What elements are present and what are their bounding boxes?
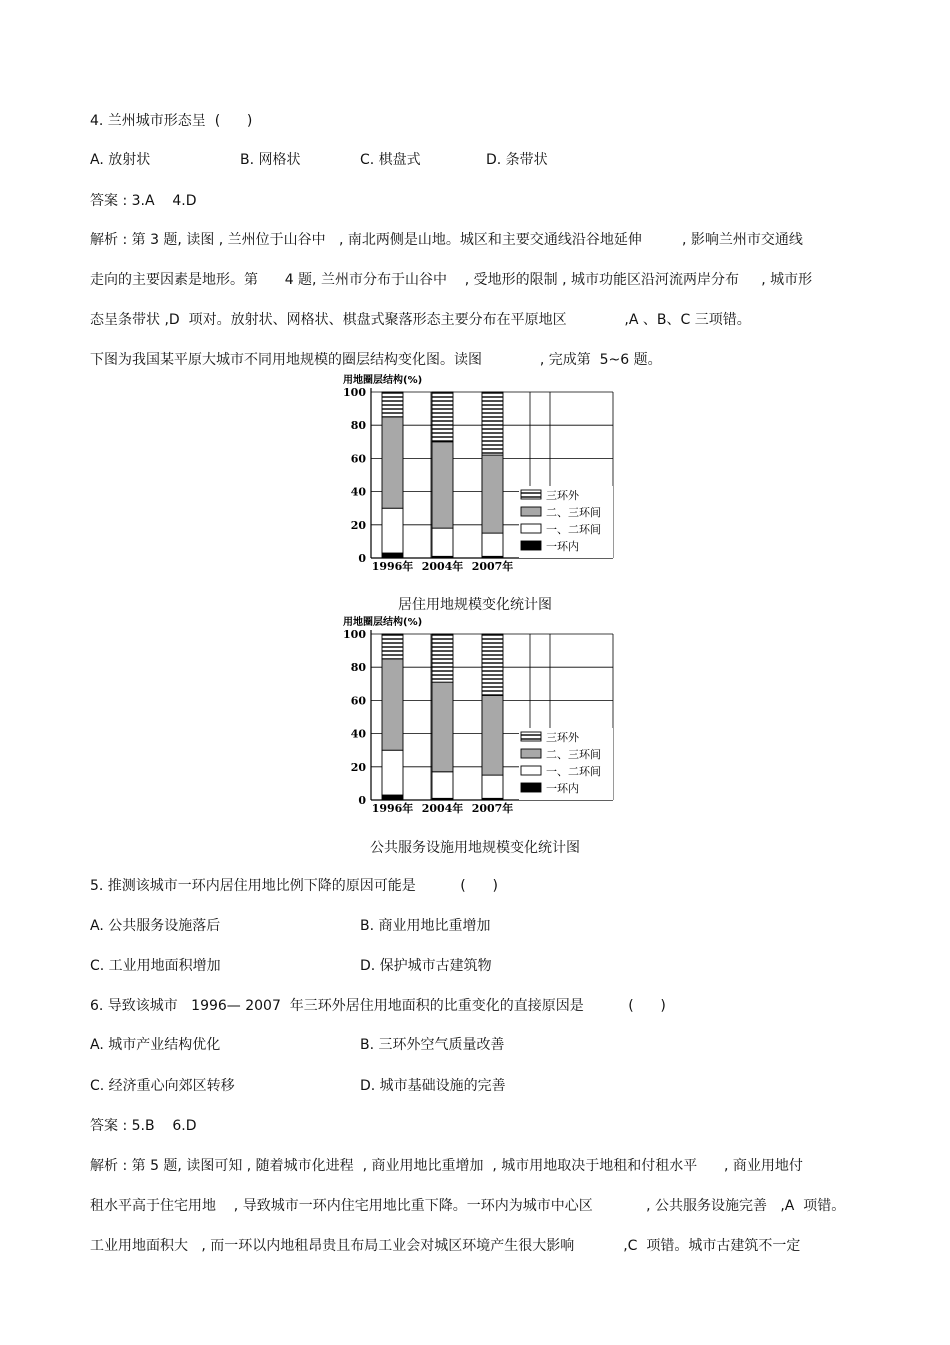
- y-tick-label: 100: [343, 628, 366, 641]
- q4-option-c: C. 棋盘式: [360, 152, 421, 168]
- q6-option-b: B. 三环外空气质量改善: [360, 1037, 505, 1053]
- legend-label: 二、三环间: [546, 748, 601, 761]
- legend-swatch: [521, 783, 541, 792]
- q6-option-d: D. 城市基础设施的完善: [360, 1078, 506, 1094]
- q6-option-a: A. 城市产业结构优化: [90, 1037, 221, 1053]
- bar-segment: [432, 392, 453, 442]
- x-tick-label: 2007年: [471, 802, 514, 814]
- q4-option-b: B. 网格状: [240, 152, 301, 168]
- q5-option-c: C. 工业用地面积增加: [90, 958, 221, 974]
- analysis-line-3: 态呈条带状 ,D 项对。放射状、网格状、棋盘式聚落形态主要分布在平原地区 ,A 、B、C 三项错。: [90, 312, 751, 328]
- bar-segment: [382, 659, 403, 750]
- bar-segment: [482, 392, 503, 455]
- q5-option-d: D. 保护城市古建筑物: [360, 958, 492, 974]
- bar-segment: [482, 775, 503, 798]
- residential-land-chart: [340, 372, 615, 572]
- analysis-line-1: 解析 : 第 3 题, 读图 , 兰州位于山谷中 , 南北两侧是山地。城区和主要交通线沿谷地延伸 , 影响兰州市交通线: [90, 232, 803, 248]
- bar-segment: [432, 634, 453, 682]
- bar-segment: [482, 634, 503, 695]
- legend-label: 三环外: [546, 489, 579, 502]
- bar-segment: [382, 750, 403, 795]
- q4-option-a: A. 放射状: [90, 152, 151, 168]
- bar-segment: [382, 508, 403, 553]
- legend-swatch: [521, 490, 541, 499]
- bar-segment: [382, 392, 403, 417]
- legend-swatch: [521, 732, 541, 741]
- legend-swatch: [521, 749, 541, 758]
- x-tick-label: 2004年: [421, 560, 464, 572]
- residential-land-chart-svg: [340, 372, 615, 572]
- y-tick-label: 60: [350, 694, 366, 708]
- answer-3-4: 答案 : 3.A 4.D: [90, 193, 197, 209]
- y-axis-title: 用地圈层结构(%): [343, 375, 423, 386]
- y-tick-label: 80: [350, 661, 366, 675]
- analysis2-line-1: 解析 : 第 5 题, 读图可知 , 随着城市化进程 , 商业用地比重增加 , 城市用地取决于地租和付租水平 , 商业用地付: [90, 1158, 803, 1174]
- bar-segment: [432, 772, 453, 799]
- y-tick-label: 40: [350, 485, 366, 499]
- legend-label: 一、二环间: [546, 765, 601, 778]
- analysis2-line-2: 租水平高于住宅用地 , 导致城市一环内住宅用地比重下降。一环内为城市中心区 , 公共服务设施完善 ,A 项错。: [90, 1198, 846, 1214]
- legend-label: 三环外: [546, 731, 579, 744]
- x-tick-label: 2004年: [421, 802, 464, 814]
- legend-label: 一环内: [546, 782, 579, 795]
- legend-label: 二、三环间: [546, 506, 601, 519]
- y-axis-title: 用地圈层结构(%): [343, 617, 423, 628]
- intro-text: 下图为我国某平原大城市不同用地规模的圈层结构变化图。读图 , 完成第 5~6 题。: [90, 352, 662, 368]
- bar-segment: [482, 455, 503, 533]
- q5-option-b: B. 商业用地比重增加: [360, 918, 491, 934]
- residential-chart-caption: 居住用地规模变化统计图: [398, 597, 552, 613]
- q6-option-c: C. 经济重心向郊区转移: [90, 1078, 235, 1094]
- bar-segment: [382, 634, 403, 659]
- y-tick-label: 60: [350, 452, 366, 466]
- x-tick-label: 1996年: [371, 560, 414, 572]
- y-tick-label: 0: [358, 794, 366, 807]
- analysis-line-2: 走向的主要因素是地形。第 4 题, 兰州市分布于山谷中 , 受地形的限制 , 城市功能区沿河流两岸分布 , 城市形: [90, 272, 813, 288]
- y-tick-label: 100: [343, 386, 366, 399]
- y-tick-label: 20: [350, 760, 366, 774]
- legend-label: 一、二环间: [546, 523, 601, 536]
- q5-stem: 5. 推测该城市一环内居住用地比例下降的原因可能是 ( ): [90, 878, 498, 894]
- x-tick-label: 1996年: [371, 802, 414, 814]
- answer-5-6: 答案 : 5.B 6.D: [90, 1118, 197, 1134]
- q6-stem: 6. 导致该城市 1996— 2007 年三环外居住用地面积的比重变化的直接原因是 ( ): [90, 998, 666, 1014]
- legend-label: 一环内: [546, 540, 579, 553]
- bar-segment: [432, 528, 453, 556]
- bar-segment: [482, 695, 503, 775]
- legend-swatch: [521, 766, 541, 775]
- y-tick-label: 0: [358, 552, 366, 565]
- y-tick-label: 40: [350, 727, 366, 741]
- public-service-chart-caption: 公共服务设施用地规模变化统计图: [370, 840, 580, 856]
- legend-swatch: [521, 524, 541, 533]
- y-tick-label: 20: [350, 518, 366, 532]
- bar-segment: [382, 795, 403, 800]
- bar-segment: [382, 553, 403, 558]
- q4-option-d: D. 条带状: [486, 152, 548, 168]
- x-tick-label: 2007年: [471, 560, 514, 572]
- bar-segment: [432, 682, 453, 772]
- y-tick-label: 80: [350, 419, 366, 433]
- q4-stem: 4. 兰州城市形态呈 ( ): [90, 113, 253, 129]
- public-service-land-chart-svg: [340, 614, 615, 814]
- bar-segment: [382, 417, 403, 508]
- q5-option-a: A. 公共服务设施落后: [90, 918, 221, 934]
- analysis2-line-3: 工业用地面积大 , 而一环以内地租昂贵且布局工业会对城区环境产生很大影响 ,C 项错。城市古建筑不一定: [90, 1238, 801, 1254]
- legend-swatch: [521, 541, 541, 550]
- bar-segment: [482, 533, 503, 556]
- legend-swatch: [521, 507, 541, 516]
- public-service-land-chart: [340, 614, 615, 814]
- bar-segment: [432, 442, 453, 528]
